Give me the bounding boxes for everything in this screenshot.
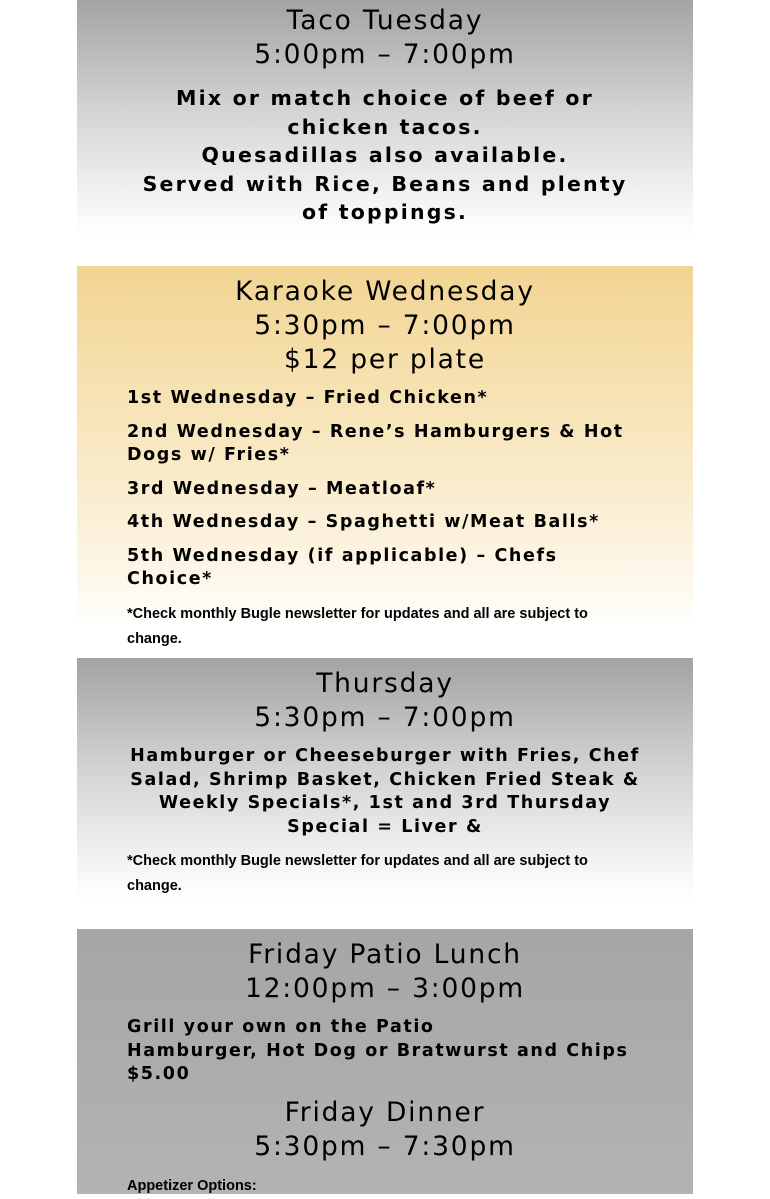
thursday-note: *Check monthly Bugle newsletter for updates and all are subject to change. [127, 853, 588, 894]
thursday-description: Hamburger or Cheeseburger with Fries, Chef Salad, Shrimp Basket, Chicken Fried Steak & Weekly Specials*, 1st and 3rd Thursday Special = Liver & [130, 746, 640, 837]
taco-tuesday-title: Taco Tuesday [286, 5, 484, 36]
friday-lunch-title: Friday Patio Lunch [248, 939, 522, 970]
karaoke-wednesday-title: Karaoke Wednesday [235, 276, 535, 307]
karaoke-wednesday-price: $12 per plate [284, 344, 486, 375]
list-item: 4th Wednesday – Spaghetti w/Meat Balls* [127, 512, 600, 532]
taco-tuesday-time: 5:00pm – 7:00pm [254, 39, 516, 70]
list-item: 3rd Wednesday – Meatloaf* [127, 478, 437, 499]
appetizer-options-label: Appetizer Options: [127, 1177, 257, 1194]
taco-line: Served with Rice, Beans and plenty of toppings. [142, 171, 628, 224]
taco-tuesday-description [77, 84, 693, 227]
friday-dinner-time: 5:30pm – 7:30pm [254, 1130, 516, 1162]
friday-lunch-time: 12:00pm – 3:00pm [244, 973, 526, 1004]
taco-line: Quesadillas also available. [201, 143, 569, 167]
list-item: 2nd Wednesday – Rene’s Hamburgers & Hot Dogs w/ Fries* [127, 421, 624, 465]
karaoke-wednesday-section [77, 266, 693, 647]
friday-section [77, 929, 693, 1194]
thursday-time: 5:30pm – 7:00pm [254, 702, 516, 733]
friday-dinner-title: Friday Dinner [284, 1096, 486, 1128]
list-item: 1st Wednesday – Fried Chicken* [127, 388, 489, 408]
karaoke-menu-list [77, 387, 693, 592]
taco-line: Mix or match choice of beef or chicken tacos. [176, 86, 594, 139]
friday-lunch-line: Hamburger, Hot Dog or Bratwurst and Chips [127, 1040, 629, 1061]
thursday-title: Thursday [316, 668, 454, 699]
taco-tuesday-section [77, 0, 693, 236]
friday-lunch-price: $5.00 [127, 1064, 191, 1084]
friday-lunch-description [77, 1016, 693, 1087]
karaoke-note: *Check monthly Bugle newsletter for updates and all are subject to change. [127, 605, 588, 647]
list-item: 5th Wednesday (if applicable) – Chefs Choice* [127, 545, 558, 589]
thursday-section [77, 658, 693, 900]
karaoke-wednesday-time: 5:30pm – 7:00pm [254, 310, 516, 341]
friday-lunch-line: Grill your own on the Patio [127, 1017, 435, 1037]
